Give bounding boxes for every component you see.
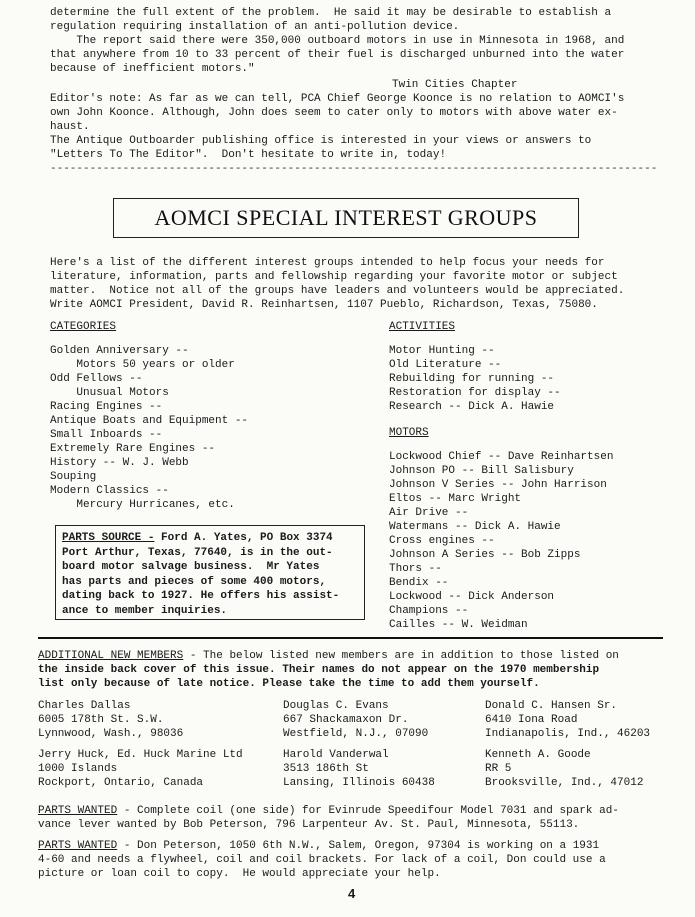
member-city: Brooksville, Ind., 47012 — [485, 777, 644, 789]
activities-heading: ACTIVITIES — [389, 321, 456, 333]
activity-item: Restoration for display -- — [389, 387, 561, 399]
article-line: that anywhere from 10 to 33 percent of their fuel is discharged unburned into the water — [50, 49, 625, 61]
category-item: Antique Boats and Equipment -- — [50, 415, 249, 427]
editor-note-line: Editor's note: As far as we can tell, PCA Chief George Koonce is no relation to AOMCI's — [50, 93, 625, 105]
intro-line: Write AOMCI President, David R. Reinhartsen, 1107 Pueblo, Richardson, Texas, 75080. — [50, 299, 598, 311]
motor-item: Johnson PO -- Bill Salisbury — [389, 465, 574, 477]
activity-item: Old Literature -- — [389, 359, 502, 371]
parts-wanted-line: 4-60 and needs a flywheel, coil and coil brackets. For lack of a coil, Don could use a — [38, 854, 606, 866]
motor-item: Champions -- — [389, 605, 469, 617]
motor-item: Air Drive -- — [389, 507, 469, 519]
editor-note-line: own John Koonce. Although, John does seem to cater only to motors with above water ex- — [50, 107, 618, 119]
category-item: Odd Fellows -- — [50, 373, 143, 385]
member-entry — [485, 748, 643, 790]
member-city: Rockport, Ontario, Canada — [38, 777, 204, 789]
new-members-first-line — [38, 649, 619, 663]
parts-source-line: ance to member inquiries. — [62, 604, 228, 617]
parts-wanted-label: PARTS WANTED — [38, 805, 118, 817]
member-city: Westfield, N.J., 07090 — [283, 728, 429, 740]
parts-wanted-text: - Don Peterson, 1050 6th N.W., Salem, Oregon, 97304 is working on a 1931 — [117, 840, 600, 852]
motors-heading: MOTORS — [389, 427, 429, 439]
editor-note-line: The Antique Outboarder publishing office is interested in your views or answers to — [50, 135, 592, 147]
motor-item: Johnson A Series -- Bob Zipps — [389, 549, 581, 561]
editor-note-line: "Letters To The Editor". Don't hesitate to write in, today! — [50, 149, 447, 161]
parts-source-first-line — [62, 531, 358, 546]
categories-heading: CATEGORIES — [50, 321, 117, 333]
editor-note-line: haust. — [50, 121, 90, 133]
motor-item: Johnson V Series -- John Harrison — [389, 479, 607, 491]
activity-item: Research -- Dick A. Hawie — [389, 401, 555, 413]
new-members-text: - The below listed new members are in addition to those listed on — [183, 650, 619, 662]
member-street: 3513 186th St — [283, 763, 369, 775]
parts-source-line: board motor salvage business. Mr Yates — [62, 561, 320, 573]
motor-item: Bendix -- — [389, 577, 449, 589]
parts-wanted-text: - Complete coil (one side) for Evinrude Speedifour Model 7031 and spark ad- — [117, 805, 619, 817]
member-city: Lansing, Illinois 60438 — [283, 777, 435, 789]
member-entry — [38, 748, 243, 790]
page-number: 4 — [348, 886, 356, 901]
motor-item: Eltos -- Marc Wright — [389, 493, 522, 505]
category-item: Small Inboards -- — [50, 429, 163, 441]
member-name: Charles Dallas — [38, 700, 131, 712]
member-name: Douglas C. Evans — [283, 700, 389, 712]
article-line: The report said there were 350,000 outboard motors in use in Minnesota in 1968, and — [50, 35, 625, 47]
category-item: Racing Engines -- — [50, 401, 163, 413]
dashed-separator: -------------------------------------------------------------------------------------------- — [50, 163, 658, 175]
section-title: AOMCI SPECIAL INTEREST GROUPS — [154, 205, 538, 230]
member-street: 1000 Islands — [38, 763, 118, 775]
motor-item: Watermans -- Dick A. Hawie — [389, 521, 561, 533]
motor-item: Cailles -- W. Weidman — [389, 619, 528, 631]
section-divider — [38, 637, 663, 639]
category-item: Modern Classics -- — [50, 485, 169, 497]
member-street: RR 5 — [485, 763, 512, 775]
motor-item: Thors -- — [389, 563, 442, 575]
article-attribution: Twin Cities Chapter — [392, 79, 518, 91]
motor-item: Cross engines -- — [389, 535, 495, 547]
parts-source-line: Port Arthur, Texas, 77640, is in the out- — [62, 546, 333, 559]
parts-source-label: PARTS SOURCE - — [62, 532, 155, 544]
category-item: History -- W. J. Webb — [50, 457, 189, 469]
category-item: Golden Anniversary -- — [50, 345, 189, 357]
category-item: Unusual Motors — [50, 387, 169, 399]
parts-wanted-first-line — [38, 839, 599, 853]
category-item: Motors 50 years or older — [50, 359, 235, 371]
category-item: Souping — [50, 471, 97, 483]
parts-source-line: has parts and pieces of some 400 motors, — [62, 575, 327, 588]
article-line: determine the full extent of the problem. He said it may be desirable to establish a — [50, 7, 612, 19]
intro-line: literature, information, parts and fellowship regarding your favorite motor or subject — [50, 271, 618, 283]
member-name: Jerry Huck, Ed. Huck Marine Ltd — [38, 749, 243, 761]
category-item: Extremely Rare Engines -- — [50, 443, 216, 455]
member-name: Harold Vanderwal — [283, 749, 389, 761]
member-entry — [283, 748, 435, 790]
activity-item: Rebuilding for running -- — [389, 373, 555, 385]
motor-item: Lockwood -- Dick Anderson — [389, 591, 555, 603]
categories-list — [50, 320, 248, 512]
member-street: 667 Shackamaxon Dr. — [283, 714, 409, 726]
member-city: Lynnwood, Wash., 98036 — [38, 728, 184, 740]
new-members-line: list only because of late notice. Please take the time to add them yourself. — [38, 678, 540, 690]
intro-line: matter. Notice not all of the groups have leaders and volunteers would be appreciated. — [50, 285, 625, 297]
new-members-line: the inside back cover of this issue. Their names do not appear on the 1970 membership — [38, 664, 600, 676]
member-entry — [283, 699, 428, 741]
member-entry — [485, 699, 650, 741]
article-line: because of inefficient motors." — [50, 63, 255, 75]
parts-wanted-line: picture or loan coil to copy. He would appreciate your help. — [38, 868, 441, 880]
parts-wanted-line: vance lever wanted by Bob Peterson, 796 Larpenteur Av. St. Paul, Minnesota, 55113. — [38, 819, 580, 831]
motor-item: Lockwood Chief -- Dave Reinhartsen — [389, 451, 614, 463]
parts-source-box — [55, 525, 365, 620]
parts-wanted-label: PARTS WANTED — [38, 840, 118, 852]
motors-list — [389, 426, 613, 632]
intro-line: Here's a list of the different interest groups intended to help focus your needs for — [50, 257, 605, 269]
article-line: regulation requiring installation of an anti-pollution device. — [50, 21, 460, 33]
parts-source-text: Ford A. Yates, PO Box 3374 — [154, 532, 333, 544]
new-members-label: ADDITIONAL NEW MEMBERS — [38, 650, 184, 662]
activities-list — [389, 320, 561, 414]
category-item: Mercury Hurricanes, etc. — [50, 499, 235, 511]
parts-wanted-first-line — [38, 804, 619, 818]
member-name: Kenneth A. Goode — [485, 749, 591, 761]
member-entry — [38, 699, 183, 741]
member-street: 6005 178th St. S.W. — [38, 714, 164, 726]
section-title-box — [113, 198, 579, 238]
member-name: Donald C. Hansen Sr. — [485, 700, 618, 712]
parts-source-line: dating back to 1927. He offers his assist- — [62, 590, 340, 602]
activity-item: Motor Hunting -- — [389, 345, 495, 357]
member-city: Indianapolis, Ind., 46203 — [485, 728, 651, 740]
member-street: 6410 Iona Road — [485, 714, 578, 726]
